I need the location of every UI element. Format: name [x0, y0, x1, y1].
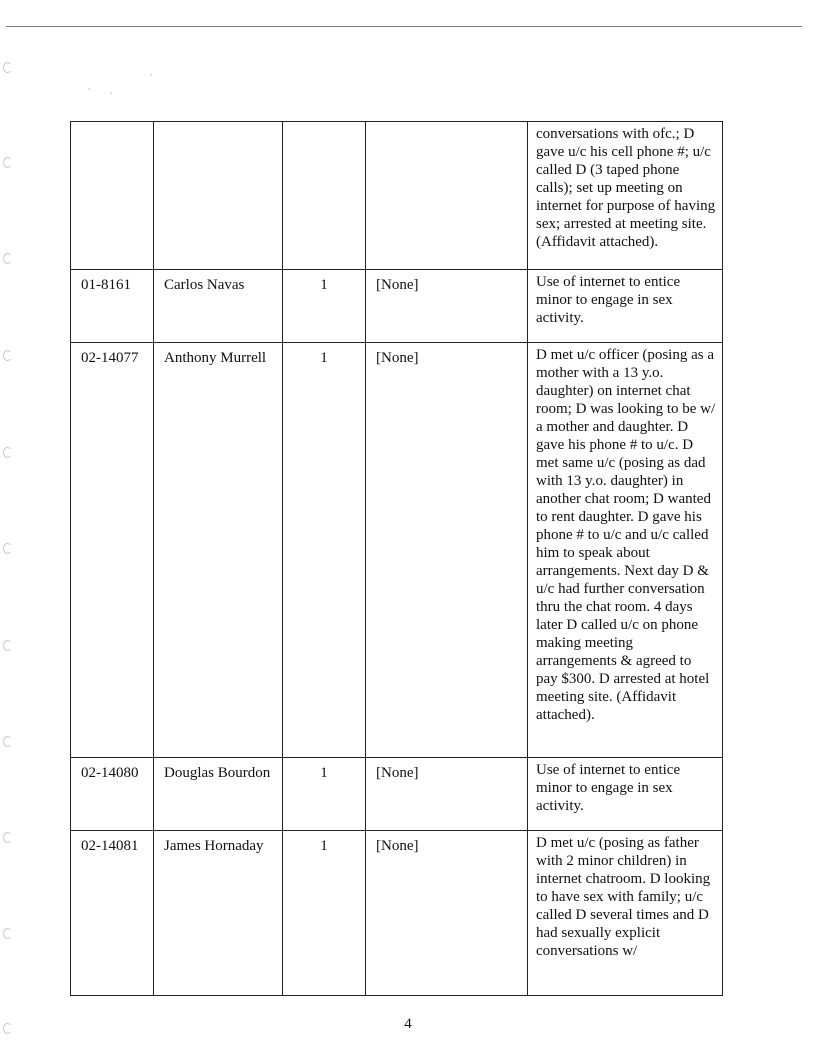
top-rule	[6, 26, 802, 27]
table-row	[71, 831, 723, 996]
description-cell: D met u/c (posing as father with 2 minor children) in internet chatroom. D looking to have sex with family; u/c called D several times and D had sexually explicit conversations w/	[528, 831, 723, 996]
punch-hole	[3, 62, 12, 73]
defendant-cell: Douglas Bourdon	[154, 758, 283, 831]
description-cell: Use of internet to entice minor to engage in sex activity.	[528, 270, 723, 343]
prior-record-cell: [None]	[366, 270, 528, 343]
table-row	[71, 270, 723, 343]
punch-hole	[3, 447, 12, 458]
case-number-cell: 02-14077	[71, 343, 154, 758]
description-cell: conversations with ofc.; D gave u/c his cell phone #; u/c called D (3 taped phone calls); set up meeting on internet for purpose of having sex; arrested at meeting site. (Affidavit attached).	[528, 122, 723, 270]
table-row	[71, 343, 723, 758]
count-cell: 1	[283, 343, 366, 758]
case-number-cell: 01-8161	[71, 270, 154, 343]
defendant-cell: Anthony Murrell	[154, 343, 283, 758]
defendant-cell: James Hornaday	[154, 831, 283, 996]
punch-hole	[3, 736, 12, 747]
punch-hole	[3, 928, 12, 939]
prior-record-cell	[366, 122, 528, 270]
table-row	[71, 758, 723, 831]
description-cell: D met u/c officer (posing as a mother with a 13 y.o. daughter) on internet chat room; D was looking to be w/ a mother and daughter. D gave his phone # to u/c. D met same u/c (posing as dad with 13 y.o. daughter) in another chat room; D wanted to rent daughter. D gave his phone # to u/c and u/c called him to speak about arrangements. Next day D & u/c had further conversation thru the chat room. 4 days later D called u/c on phone making meeting arrangements & agreed to pay $300. D arrested at hotel meeting site. (Affidavit attached).	[528, 343, 723, 758]
count-cell: 1	[283, 758, 366, 831]
case-number-cell: 02-14080	[71, 758, 154, 831]
punch-hole	[3, 350, 12, 361]
table-row	[71, 122, 723, 270]
defendant-cell: Carlos Navas	[154, 270, 283, 343]
case-number-cell	[71, 122, 154, 270]
scan-speck	[150, 74, 152, 76]
defendant-cell	[154, 122, 283, 270]
count-cell: 1	[283, 270, 366, 343]
scan-speck	[88, 88, 90, 90]
count-cell	[283, 122, 366, 270]
scan-speck	[110, 92, 112, 94]
punch-hole	[3, 640, 12, 651]
punch-hole	[3, 253, 12, 264]
case-number-cell: 02-14081	[71, 831, 154, 996]
prior-record-cell: [None]	[366, 831, 528, 996]
punch-hole	[3, 543, 12, 554]
prior-record-cell: [None]	[366, 343, 528, 758]
punch-hole	[3, 157, 12, 168]
prior-record-cell: [None]	[366, 758, 528, 831]
punch-hole	[3, 832, 12, 843]
page-number: 4	[404, 1016, 412, 1032]
count-cell: 1	[283, 831, 366, 996]
description-cell: Use of internet to entice minor to engage in sex activity.	[528, 758, 723, 831]
case-table	[70, 121, 723, 996]
